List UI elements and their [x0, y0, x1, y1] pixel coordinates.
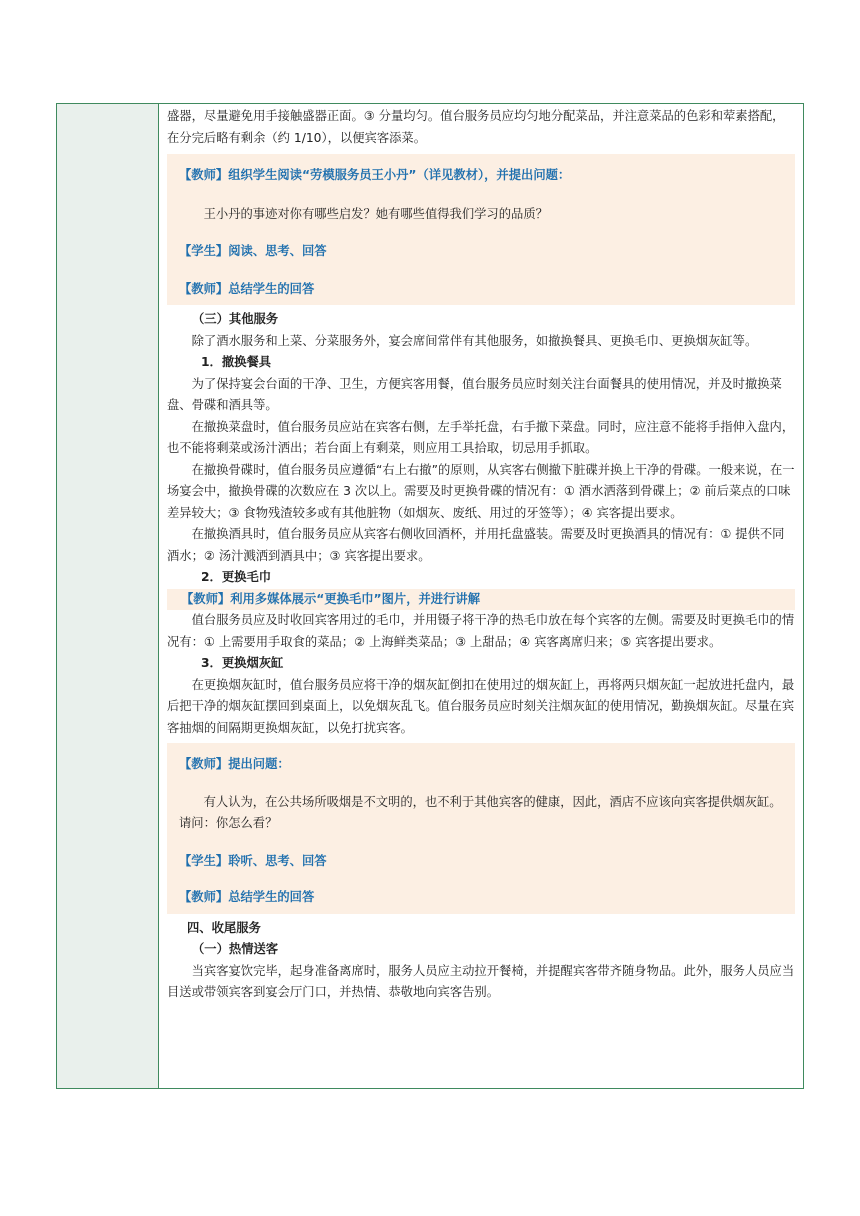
paragraph-change-ashtray: 在更换烟灰缸时，值台服务员应将干净的烟灰缸倒扣在使用过的烟灰缸上，再将两只烟灰缸一起放进托盘内，最后把干净的烟灰缸摆回到桌面上，以免烟灰乱飞。值台服务员应时刻关注烟灰缸的使用情况，勤换烟灰缸。尽量在宾客抽烟的间隔期更换烟灰缸，以免打扰宾客。: [167, 677, 795, 735]
paragraph-tableware-intro: 为了保持宴会台面的干净、卫生，方便宾客用餐，值台服务员应时刻关注台面餐具的使用情况，并及时撤换菜盘、骨碟和酒具等。: [167, 376, 782, 412]
paragraph-see-off-guests: 当宾客宴饮完毕，起身准备离席时，服务人员应主动拉开餐椅，并提醒宾客带齐随身物品。此外，服务人员应当目送或带领宾客到宴会厅门口，并热情、恭敬地向宾客告别。: [167, 963, 795, 999]
subheading-change-tableware: 1．撤换餐具: [201, 355, 272, 369]
paragraph-change-towels: 值台服务员应及时收回宾客用过的毛巾，并用镊子将干净的热毛巾放在每个宾客的左侧。需要及时更换毛巾的情况有：① 上需要用手取食的菜品；② 上海鲜类菜品；③ 上甜品；④ 宾客离席归来；⑤ 宾客提出要求。: [167, 613, 795, 649]
section-heading-closing-service: 四、收尾服务: [187, 920, 261, 935]
ashtray-question-text: 有人认为，在公共场所吸烟是不文明的，也不利于其他宾客的健康，因此，酒店不应该向宾客提供烟灰缸。请问：你怎么看？: [179, 794, 782, 830]
teacher-activity-box-1: [167, 154, 795, 305]
section-heading-other-services: （三）其他服务: [192, 312, 279, 326]
question-text: 王小丹的事迹对你有哪些启发？她有哪些值得我们学习的品质？: [203, 206, 548, 221]
teacher-question-prompt: 【教师】提出问题：: [179, 757, 290, 771]
student-activity-2: 【学生】聆听、思考、回答: [179, 853, 327, 868]
teacher-activity-box-2: [167, 743, 795, 914]
subheading-change-towels: 2．更换毛巾: [201, 570, 272, 584]
paragraph-change-glasses: 在撤换酒具时，值台服务员应从宾客右侧收回酒杯，并用托盘盛装。需要及时更换酒具的情况有：① 提供不同酒水；② 汤汁溅洒到酒具中；③ 宾客提出要求。: [167, 527, 785, 563]
teacher-prompt: 【教师】组织学生阅读“劳模服务员王小丹”（详见教材），并提出问题：: [179, 168, 571, 182]
teacher-summary-2: 【教师】总结学生的回答: [179, 890, 315, 904]
subheading-change-ashtray: 3．更换烟灰缸: [201, 656, 284, 670]
paragraph-change-bone-plates: 在撤换骨碟时，值台服务员应遵循“右上右撤”的原则，从宾客右侧撤下脏碟并换上干净的骨碟。一般来说，在一场宴会中，撤换骨碟的次数应在 3 次以上。需要及时更换骨碟的情况有：① 酒水洒落到骨碟上；② 前后菜点的口味差异较大；③ 食物残渣较多或有其他脏物（如烟灰、废纸、用过的牙签等）；④ 宾客提出要求。: [167, 462, 795, 520]
paragraph-other-services: 除了酒水服务和上菜、分菜服务外，宴会席间常伴有其他服务，如撤换餐具、更换毛巾、更换烟灰缸等。: [191, 333, 758, 348]
teacher-summary: 【教师】总结学生的回答: [179, 281, 315, 296]
teacher-media-strip: 【教师】利用多媒体展示“更换毛巾”图片，并进行讲解: [167, 589, 795, 611]
content-column: [159, 104, 803, 1088]
paragraph-change-plates: 在撤换菜盘时，值台服务员应站在宾客右侧，左手举托盘，右手撤下菜盘。同时，应注意不能将手指伸入盘内，也不能将剩菜或汤汁洒出；若台面上有剩菜，则应用工具拾取，切忌用手抓取。: [167, 419, 795, 455]
subheading-see-off-guests: （一）热情送客: [192, 942, 279, 956]
lesson-table: [56, 103, 804, 1089]
left-label-column: [57, 104, 159, 1088]
student-activity: 【学生】阅读、思考、回答: [179, 244, 327, 258]
paragraph-continuation: 盛器，尽量避免用手接触盛器正面。③ 分量均匀。值台服务员应均匀地分配菜品，并注意菜品的色彩和荤素搭配，在分完后略有剩余（约 1/10），以便宾客添菜。: [167, 109, 785, 145]
